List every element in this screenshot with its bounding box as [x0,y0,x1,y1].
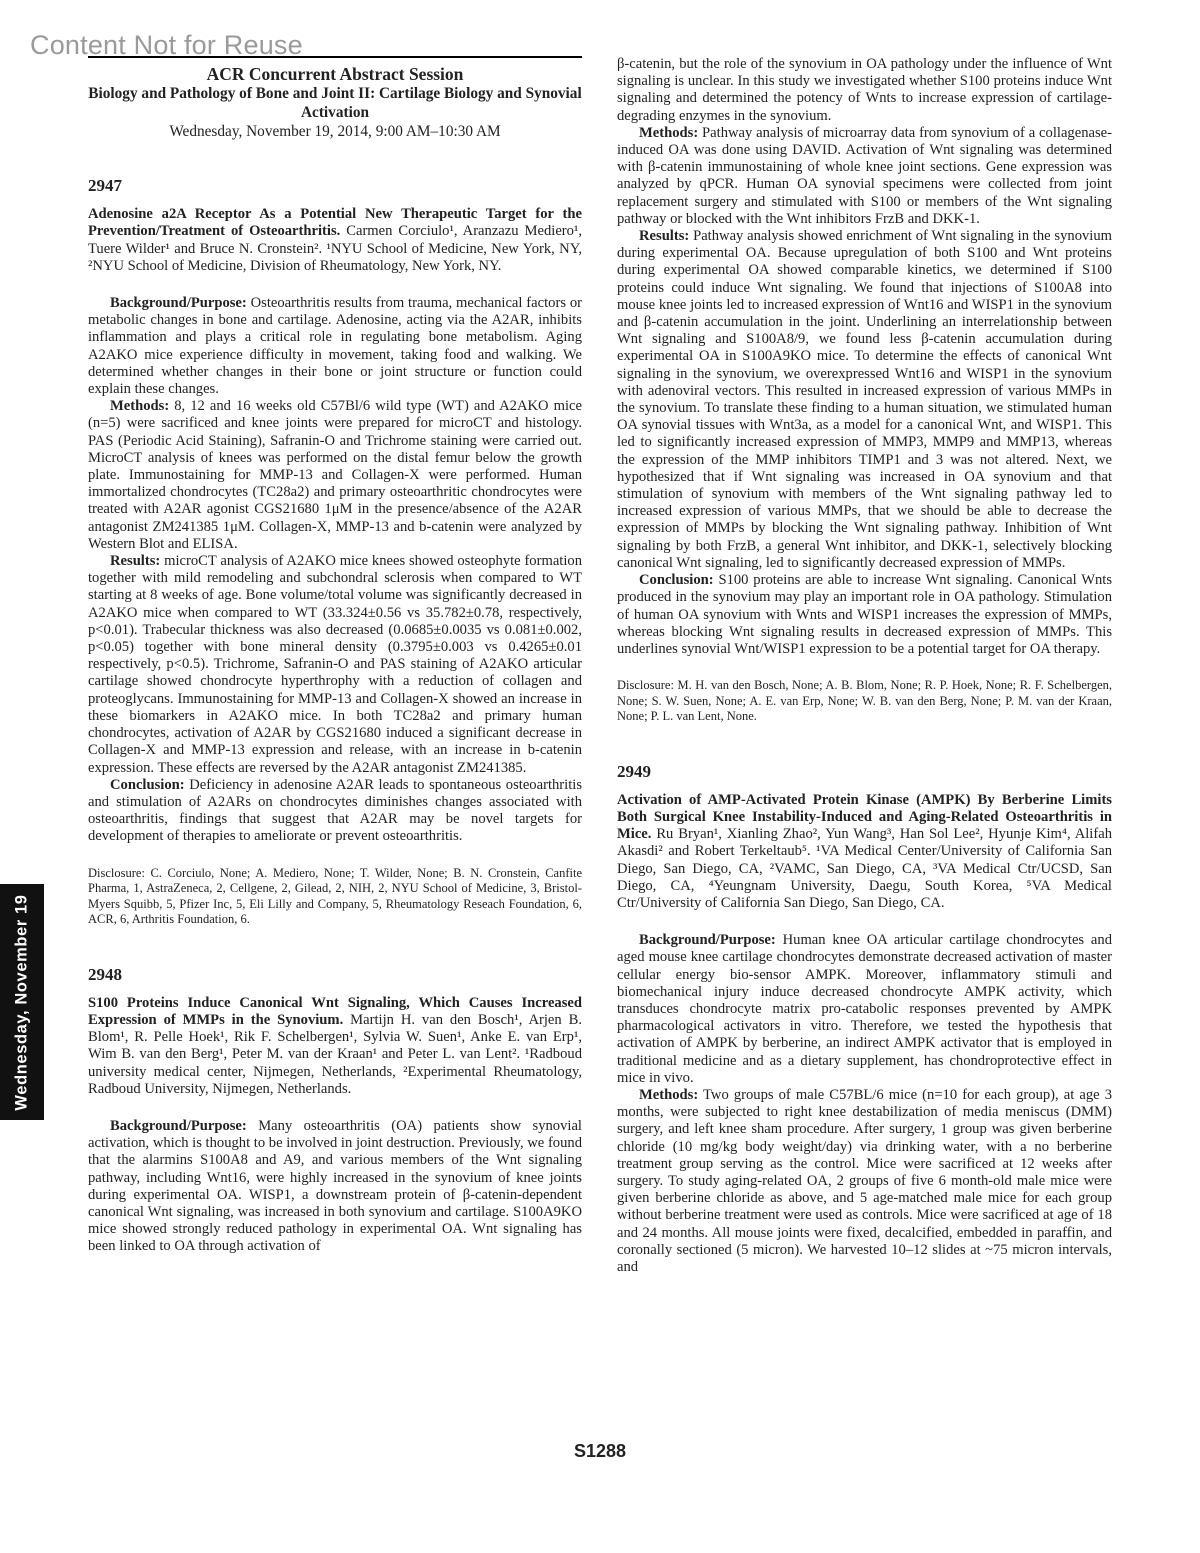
section-label: Methods: [110,398,170,415]
conclusion-paragraph [617,572,1112,658]
results-paragraph [88,553,582,777]
methods-text: Two groups of male C57BL/6 mice (n=10 for each group), at age 3 months, were subjected to right knee destabilization of media meniscus (DMM) surgery, and left knee sham procedure. After surgery, 1 group was given berberine chloride (10 mg/kg body weight/day) via drinking water, with a no berberine treatment group serving as the control. Mice were sacrificed at 12 weeks after surgery. To study aging-related OA, 2 groups of five 6 month-old male mice were given berberine chloride as above, and 5 age-matched male mice for each group without berberine treatment were used as controls. Mice were sacrificed at age of 18 and 24 months. All mouse joints were fixed, decalcified, embedded in paraffin, and coronally sectioned (5 micron). We harvested 10–12 slides at ~75 micron intervals, and [617,1087,1113,1276]
page-number: S1288 [573,1441,627,1461]
methods-paragraph [88,398,582,553]
results-paragraph [617,228,1112,572]
conclusion-text: Deficiency in adenosine A2AR leads to spontaneous osteoarthritis and stimulation of A2ARs on chondrocytes diminishes changes associated with osteoarthritis, findings that suggest that A2AR may be novel targets for development of therapies to ameliorate or prevent osteoarthritis. [88,776,582,845]
background-paragraph [88,295,582,398]
background-text: Human knee OA articular cartilage chondrocytes and aged mouse knee cartilage chondrocytes demonstrate decreased activation of master cellular energy bio-sensor AMPK. Moreover, inflammatory stimuli and biomechanical injury induce decreased chondrocyte AMPK activity, which transduces chondrocyte matrix pro-catabolic responses prevented by AMPK pharmacological activators in vitro. Therefore, we tested the hypothesis that activation of AMPK by berberine, an indirect AMPK activator that is employed in traditional medicine and as a dietary supplement, has chondroprotective effect in mice in vivo. [617,932,1112,1086]
disclosure: Disclosure: M. H. van den Bosch, None; A. B. Blom, None; R. P. Hoek, None; R. F. Schelbergen, None; S. W. Suen, None; A. E. van Erp, None; W. B. van den Berg, None; P. M. van der Kraan, None; P. L. van Lent, None. [617,678,1112,724]
abstract-title: S100 Proteins Induce Canonical Wnt Signaling, Which Causes Increased Expression of MMPs in the Synovium. [88,994,582,1028]
side-date-label: Wednesday, November 19 [12,893,31,1111]
section-label: Conclusion: [110,776,185,793]
abstract-heading [88,995,582,1098]
section-label: Background/Purpose: [639,932,776,949]
session-date: Wednesday, November 19, 2014, 9:00 AM–10:30 AM [169,123,501,140]
session-title: ACR Concurrent Abstract Session [206,64,464,84]
abstract-number: 2948 [88,964,122,984]
methods-text: Pathway analysis of microarray data from synovium of a collagenase-induced OA was done using DAVID. Activation of Wnt signaling was determined with β-catenin immunostaining of whole knee joint sections. Gene expression was analyzed by qPCR. Human OA synovial specimens were collected from joint replacement surgery and stimulated with S100 or members of the Wnt signaling pathway or blocked with the Wnt inhibitors FrzB and DKK-1. [617,124,1112,227]
background-text: Many osteoarthritis (OA) patients show synovial activation, which is thought to be involved in joint destruction. Previously, we found that the alarmins S100A8 and A9, and various members of the Wnt signaling pathway, including Wnt16, were highly increased in the synovium of knee joints during experimental OA. WISP1, a downstream protein of β-catenin-dependent canonical Wnt signaling, was increased in both synovium and cartilage. S100A9KO mice showed strongly reduced pathology in experimental OA. Wnt signaling has been linked to OA through activation of [88,1117,582,1255]
abstract-heading [617,792,1112,912]
session-subtitle: Biology and Pathology of Bone and Joint II: Cartilage Biology and Synovial Activation [88,85,582,121]
header-rule [88,56,582,58]
watermark: Content Not for Reuse [30,30,303,60]
results-text: microCT analysis of A2AKO mice knees showed osteophyte formation together with mild remodeling and subchondral sclerosis when compared to WT starting at 8 weeks of age. Bone volume/total volume was significantly decreased in A2AKO mice when compared to WT (33.324±0.56 vs 35.782±0.78, respectively, p<0.01). Trabecular thickness was also decreased (0.0685±0.0035 vs 0.081±0.002, p<0.05) together with bone mineral density (0.3795±0.003 vs 0.4265±0.01 respectively, p<0.5). Trichrome, Safranin-O and PAS staining of A2AKO articular cartilage showed chondrocyte hyperthrophy with a reduction of collagen and proteoglycans. Immunostaining for MMP-13 and Collagen-X showed an increase in these biomarkers in A2AKO mice. In both TC28a2 and primary human chondrocytes, activation of A2AR by CGS21680 induced a significant decrease in Collagen-X and MMP-13 expression and release, with an increase in b-catenin expression. These effects are reversed by the A2AR antagonist ZM241385. [88,553,582,776]
methods-text: 8, 12 and 16 weeks old C57Bl/6 wild type (WT) and A2AKO mice (n=5) were sacrificed and knee joints were prepared for microCT and histology. PAS (Periodic Acid Staining), Safranin-O and Trichrome staining were carried out. MicroCT analysis of knees was performed on the distal femur below the growth plate. Immunostaining for MMP-13 and Collagen-X were performed. Human immortalized chondrocytes (TC28a2) and primary osteoarthritic chondrocytes were treated with A2AR agonist CGS21680 1μM in the presence/absence of the A2AR antagonist ZM241385 1μM. Collagen-X, MMP-13 and b-catenin were analyzed by Western Blot and ELISA. [88,398,582,552]
abstract-title: Activation of AMP-Activated Protein Kinase (AMPK) By Berberine Limits Both Surgical Knee Instability-Induced and Aging-Related Osteoarthritis in Mice. [617,791,1112,843]
abstract-authors: Ru Bryan¹, Xianling Zhao², Yun Wang³, Han Sol Lee², Hyunje Kim⁴, Alifah Akasdi² and Robert Terkeltaub⁵. ¹VA Medical Center/University of California San Diego, San Diego, CA, ²VAMC, San Diego, CA, ³VA Medical Ctr/UCSD, San Diego, CA, ⁴Yeungnam University, Daegu, South Korea, ⁵VA Medical Ctr/University of California San Diego, San Diego, CA. [617,826,1112,912]
right-column [617,56,1112,1276]
conclusion-text: S100 proteins are able to increase Wnt signaling. Canonical Wnts produced in the synovium may play an important role in OA pathology. Stimulation of human OA synovium with Wnts and WISP1 increases the expression of MMPs, whereas blocking Wnt signaling results in decreased expression of MMPs. This underlines synovial Wnt/WISP1 expression to be a potential target for OA therapy. [617,572,1112,657]
conclusion-paragraph [88,777,582,846]
section-label: Background/Purpose: [110,1117,247,1134]
methods-paragraph [617,125,1112,228]
methods-paragraph [617,1087,1112,1276]
results-text: Pathway analysis showed enrichment of Wnt signaling in the synovium during experimental OA. Because upregulation of both S100 and Wnt proteins during experimental OA showed comparable kinetics, we determined if S100 proteins could induce Wnt signaling. We found that injections of S100A8 into mouse knee joints led to increased expression of Wnt16 and WISP1 in the synovium and β-catenin accumulation in the joint. Underlining an interrelationship between Wnt signaling and S100A8/9, we found less β-catenin accumulation during experimental OA in S100A9KO mice. To determine the effects of canonical Wnt signaling in the synovium, we overexpressed Wnt16 and WISP1 in the synovium with adenoviral vectors. This resulted in increased expression of various MMPs in the synovium. To translate these finding to a human situation, we stimulated human OA synovial tissues with Wnt3a, as a model for a canonical Wnt, and WISP1. This led to significantly increased expression of MMP3, MMP9 and MMP13, whereas the expression of the MMP inhibitors TIMP1 and 3 was not altered. Next, we hypothesized that if Wnt signaling was increased in OA synovium and that stimulation of synovium with members of the Wnt signaling pathway led to increased expression of various MMPs, that we should be able to decrease the expression of MMPs by blocking the Wnt signaling pathway. Inhibition of Wnt signaling by both FrzB, a general Wnt inhibitor, and DKK-1, selectively blocking canonical Wnt signaling, led to significantly decreased expression of MMPs. [617,228,1112,571]
section-label: Conclusion: [639,572,714,589]
session-header [88,64,582,141]
abstract-number: 2947 [88,176,122,195]
section-label: Background/Purpose: [110,295,247,312]
abstract-title: Adenosine a2A Receptor As a Potential New Therapeutic Target for the Prevention/Treatment of Osteoarthritis. [88,206,582,240]
abstract-heading [88,206,582,275]
abstract-number: 2949 [617,761,651,781]
section-label: Results: [639,228,690,245]
background-continued: β-catenin, but the role of the synovium in OA pathology under the influence of Wnt signaling is unclear. In this study we investigated whether S100 proteins induce Wnt signaling and determined the potency of Wnts to increase expression of cartilage-degrading enzymes in the synovium. [617,56,1112,124]
left-column [88,56,582,1256]
disclosure: Disclosure: C. Corciulo, None; A. Mediero, None; T. Wilder, None; B. N. Cronstein, Canfite Pharma, 1, AstraZeneca, 2, Cellgene, 2, Gilead, 2, NIH, 2, NYU School of Medicine, 3, Bristol-Myers Squibb, 5, Pfizer Inc, 5, Eli Lilly and Company, 5, Rheumatology Reseach Foundation, 6, ACR, 6, Arthritis Foundation, 6. [88,865,582,927]
background-paragraph [88,1118,582,1256]
abstract-authors: Martijn H. van den Bosch¹, Arjen B. Blom¹, R. Pelle Hoek¹, Rik F. Schelbergen¹, Sylvia W. Suen¹, Anke E. van Erp¹, Wim B. van den Berg¹, Peter M. van der Kraan¹ and Peter L. van Lent². ¹Radboud university medical center, Nijmegen, Netherlands, ²Experimental Rheumatology, Radboud University, Nijmegen, Netherlands. [88,1011,582,1097]
abstract-authors: Carmen Corciulo¹, Aranzazu Mediero¹, Tuere Wilder¹ and Bruce N. Cronstein². ¹NYU School of Medicine, New York, NY, ²NYU School of Medicine, Division of Rheumatology, New York, NY. [88,223,582,274]
background-paragraph [617,932,1112,1087]
section-label: Results: [110,553,161,570]
section-label: Methods: [639,124,699,141]
section-label: Methods: [639,1087,699,1104]
background-text: Osteoarthritis results from trauma, mechanical factors or metabolic changes in bone and cartilage. Adenosine, acting via the A2AR, inhibits inflammation and plays a critical role in regulating bone metabolism. Aging A2AKO mice experience difficulty in movement, taking food and walking. We determined whether changes in their bone or joint structure or function could explain these changes. [88,295,582,398]
side-date-tab [0,884,44,1120]
